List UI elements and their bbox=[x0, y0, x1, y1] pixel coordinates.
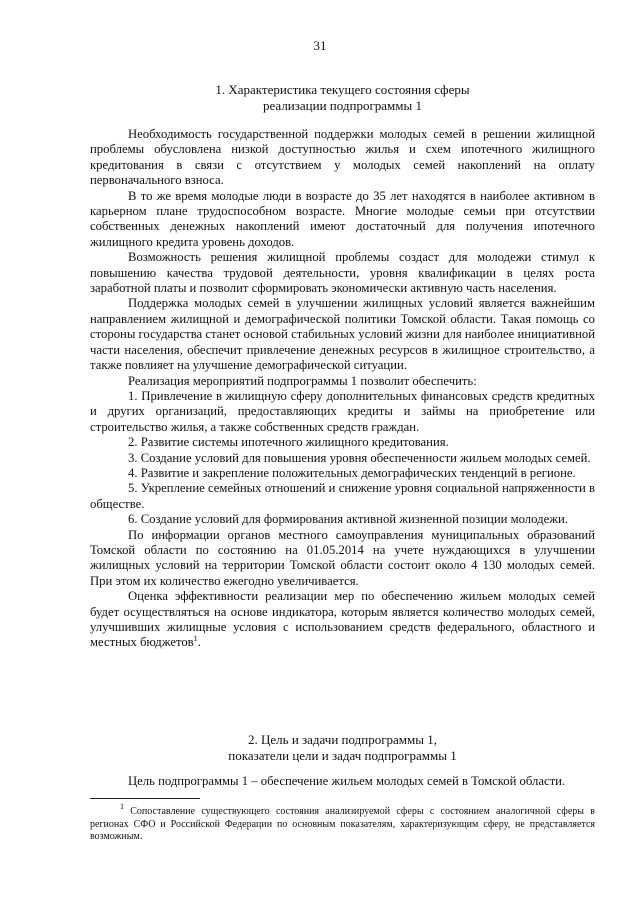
goal-text: Цель подпрограммы 1 – обеспечение жильем молодых семей в Томской области. bbox=[128, 774, 566, 788]
section-1-title-line-2: реализации подпрограммы 1 bbox=[263, 98, 422, 113]
section-1-title-line-1: 1. Характеристика текущего состояния сферы bbox=[215, 82, 470, 97]
section-1-heading bbox=[90, 82, 595, 114]
goal-paragraph bbox=[90, 774, 595, 789]
list-item: 1. Привлечение в жилищную сферу дополнительных финансовых средств кредитных и других организаций, предоставляющих кредиты и займы на приобретение или строительство жилья, а также собственных средств граждан. bbox=[90, 388, 595, 434]
list-item: 6. Создание условий для формирования активной жизненной позиции молодежи. bbox=[128, 512, 568, 527]
paragraph-with-footnote: Оценка эффективности реализации мер по обеспечению жильем молодых семей будет осуществляться на основе индикатора, которым является количество молодых семей, улучшивших жилищные условия с использованием средств федерального, областного и местных бюджетов$^1$. bbox=[90, 589, 595, 650]
section-1-body bbox=[90, 127, 595, 651]
page-number: 31 bbox=[313, 38, 327, 53]
list-item: 5. Укрепление семейных отношений и снижение уровня социальной напряженности в обществе. bbox=[90, 481, 595, 511]
footnote-paragraph bbox=[90, 802, 595, 844]
footnote-separator bbox=[90, 798, 200, 799]
footnote-reference[interactable]: 1 bbox=[193, 634, 198, 644]
paragraph: Реализация мероприятий подпрограммы 1 позволит обеспечить: bbox=[128, 373, 477, 388]
section-2-title-line-2: показатели цели и задач подпрограммы 1 bbox=[228, 748, 457, 763]
paragraph: По информации органов местного самоуправления муниципальных образований Томской области по состоянию на 01.05.2014 на учете нуждающихся в улучшении жилищных условий на территории Томской области состоит около 4 130 молодых семей. При этом их количество ежегодно увеличивается. bbox=[90, 527, 595, 588]
list-item: 3. Создание условий для повышения уровня обеспеченности жильем молодых семей. bbox=[128, 450, 591, 465]
paragraph: Возможность решения жилищной проблемы создаст для молодежи стимул к повышению качества трудовой деятельности, уровня квалификации в целях роста заработной платы и позволит сформировать экономически активную часть населения. bbox=[90, 250, 595, 296]
list-item: 2. Развитие системы ипотечного жилищного кредитования. bbox=[128, 435, 449, 450]
list-item: 4. Развитие и закрепление положительных демографических тенденций в регионе. bbox=[128, 465, 576, 480]
paragraph: Необходимость государственной поддержки молодых семей в решении жилищной проблемы обусловлена низкой доступностью жилья и схем ипотечного жилищного кредитования в связи с отсутствием у молодых семей накоплений на оплату первоначального взноса. bbox=[90, 127, 595, 188]
footnote-text: Сопоставление существующего состояния анализируемой сферы с состоянием аналогичной сферы в регионах СФО и Российской Федерации по основным показателям, характеризующим сферу, не представляется возможным. bbox=[90, 806, 595, 842]
paragraph-text: Оценка эффективности реализации мер по обеспечению жильем молодых семей будет осуществляться на основе индикатора, которым является количество молодых семей, улучшивших жилищные условия с использованием средств федерального, областного и местных бюджетов bbox=[90, 589, 595, 650]
footnote-marker: 1 bbox=[120, 802, 124, 811]
footnote bbox=[90, 802, 595, 844]
paragraph: В то же время молодые люди в возрасте до 35 лет находятся в наиболее активном в карьерном плане трудоспособном возрасте. Многие молодые семьи при отсутствии собственных денежных накоплений имеют достаточный для получения ипотечного жилищного кредита уровень доходов. bbox=[90, 188, 595, 249]
section-2-title-line-1: 2. Цель и задачи подпрограммы 1, bbox=[248, 732, 437, 747]
paragraph: Поддержка молодых семей в улучшении жилищных условий является важнейшим направлением жилищной и демографической политики Томской области. Такая помощь со стороны государства станет основой стабильных условий жизни для наиболее инициативной части населения, обеспечит привлечение денежных ресурсов в жилищное строительство, а также повлияет на улучшение демографической ситуации. bbox=[90, 296, 595, 373]
section-2-heading bbox=[90, 732, 595, 764]
